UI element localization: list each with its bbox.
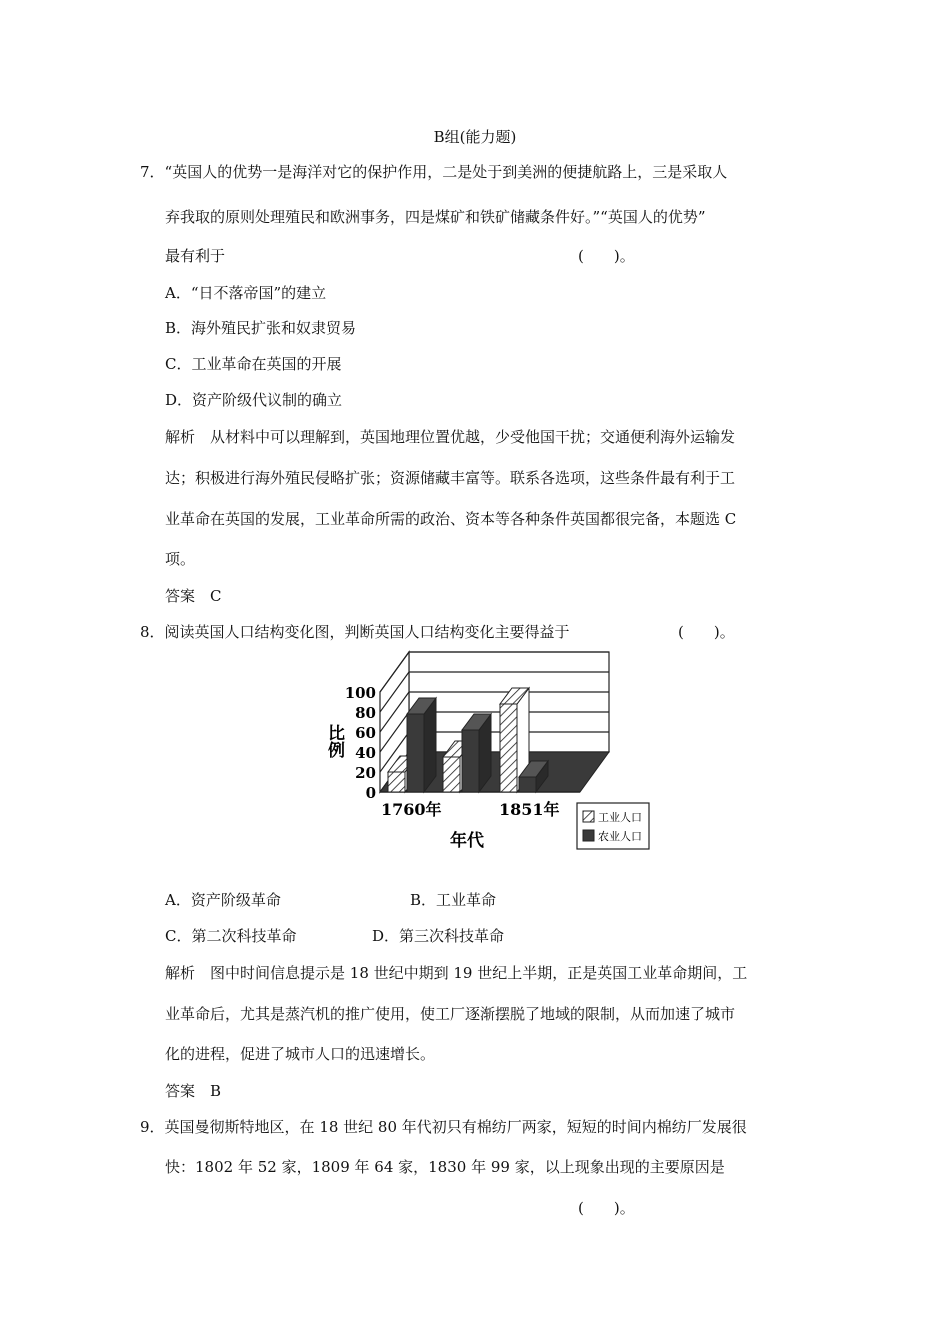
y-tick-20: 20 xyxy=(355,764,376,782)
bar-农业人口-1 xyxy=(462,714,491,792)
bar-农业人口-0 xyxy=(407,698,436,792)
q9-stem-line2: 快：1802 年 52 家，1809 年 64 家，1830 年 99 家，以上现象出现的主要原因是 xyxy=(165,1158,725,1176)
q8-option-a: A．资产阶级革命 xyxy=(165,891,281,909)
legend-industrial: 工业人口 xyxy=(598,811,642,824)
legend-agricultural: 农业人口 xyxy=(598,830,642,843)
q7-answer: 答案 C xyxy=(165,587,222,605)
legend-swatch-agricultural xyxy=(583,830,594,841)
chart-legend xyxy=(577,803,649,849)
q8-option-b: B．工业革命 xyxy=(410,891,497,909)
q8-stem: 8．阅读英国人口结构变化图，判断英国人口结构变化主要得益于 xyxy=(140,623,570,641)
x-axis-label: 年代 xyxy=(450,831,484,851)
y-tick-100: 100 xyxy=(344,684,376,702)
x-tick-1851: 1851年 xyxy=(499,800,560,819)
q7-option-b: B．海外殖民扩张和奴隶贸易 xyxy=(165,319,357,337)
q8-answer-blank: ( )。 xyxy=(678,623,735,641)
q8-answer: 答案 B xyxy=(165,1082,222,1100)
q9-stem-line1: 9．英国曼彻斯特地区，在 18 世纪 80 年代初只有棉纺厂两家，短短的时间内棉纺厂发展很 xyxy=(140,1118,747,1136)
q7-analysis-line3: 业革命在英国的发展，工业革命所需的政治、资本等各种条件英国都很完备，本题选 C xyxy=(165,510,737,528)
q7-analysis-line4: 项。 xyxy=(165,550,196,568)
q8-option-d: D．第三次科技革命 xyxy=(372,927,505,945)
q7-option-d: D．资产阶级代议制的确立 xyxy=(165,391,343,409)
section-title: B组(能力题) xyxy=(433,128,517,146)
y-tick-60: 60 xyxy=(355,724,376,742)
q7-stem-line2: 弃我取的原则处理殖民和欧洲事务，四是煤矿和铁矿储藏条件好。”“英国人的优势” xyxy=(165,208,706,226)
y-tick-80: 80 xyxy=(355,704,376,722)
q8-analysis-line2: 业革命后，尤其是蒸汽机的推广使用，使工厂逐渐摆脱了地域的限制，从而加速了城市 xyxy=(165,1005,736,1023)
y-tick-0: 0 xyxy=(365,784,376,802)
q7-analysis-line2: 达；积极进行海外殖民侵略扩张；资源储藏丰富等。联系各选项，这些条件最有利于工 xyxy=(165,469,736,487)
q8-analysis-line1: 解析 图中时间信息提示是 18 世纪中期到 19 世纪上半期，正是英国工业革命期间，工 xyxy=(165,964,748,982)
y-axis-label: 比例 xyxy=(324,724,344,758)
y-tick-40: 40 xyxy=(355,744,376,762)
q7-answer-blank: ( )。 xyxy=(578,247,635,265)
legend-swatch-industrial xyxy=(583,811,594,822)
y-tick-labels xyxy=(345,684,376,802)
q7-option-a: A．“日不落帝国”的建立 xyxy=(165,284,327,302)
q7-stem-line1: 7．“英国人的优势一是海洋对它的保护作用，二是处于到美洲的便捷航路上，三是采取人 xyxy=(140,163,728,181)
q7-option-c: C．工业革命在英国的开展 xyxy=(165,355,342,373)
x-tick-1760: 1760年 xyxy=(381,800,442,819)
q8-analysis-line3: 化的进程，促进了城市人口的迅速增长。 xyxy=(165,1045,436,1063)
q9-answer-blank: ( )。 xyxy=(578,1199,635,1217)
q7-analysis-line1: 解析 从材料中可以理解到，英国地理位置优越，少受他国干扰；交通便利海外运输发 xyxy=(165,428,736,446)
population-structure-chart xyxy=(318,652,658,862)
q7-stem-line3: 最有利于 xyxy=(165,247,226,265)
q8-option-c: C．第二次科技革命 xyxy=(165,927,297,945)
